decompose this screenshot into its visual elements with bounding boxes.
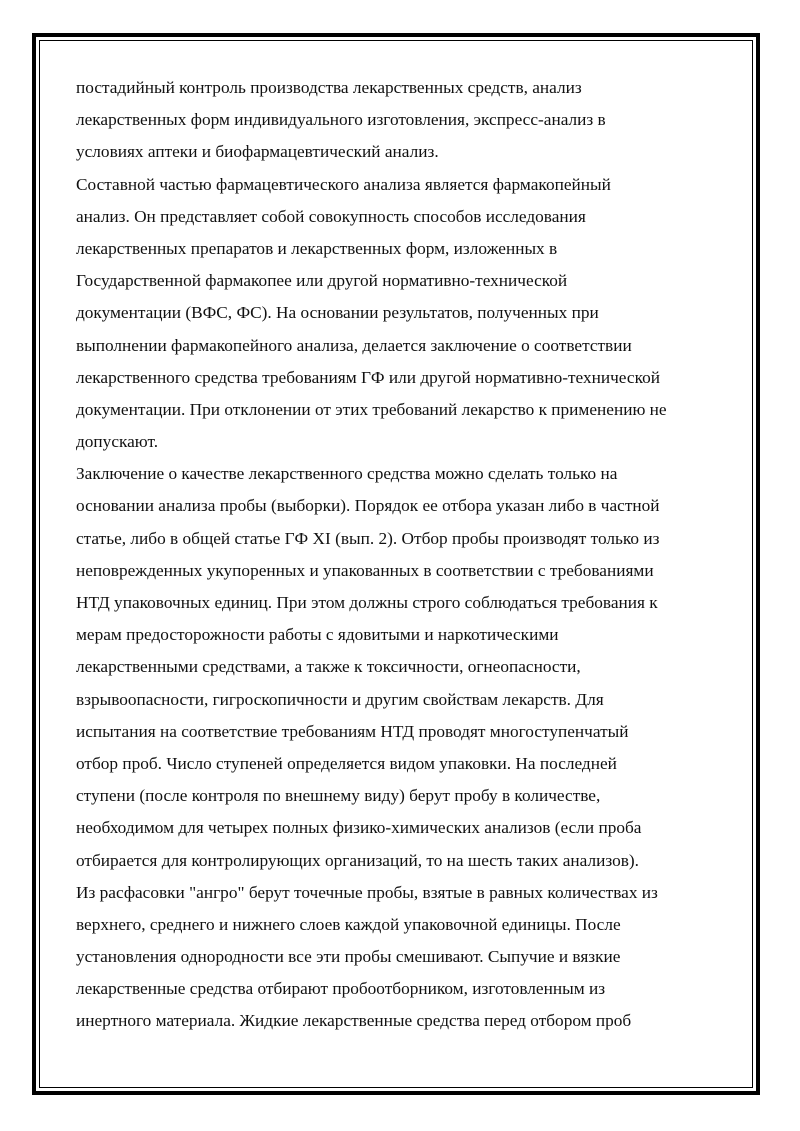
- text-line: отбор проб. Число ступеней определяется видом упаковки. На последней: [76, 753, 617, 773]
- text-line: лекарственных препаратов и лекарственных форм, изложенных в: [76, 238, 558, 258]
- text-line: допускают.: [76, 432, 159, 452]
- text-line: взрывоопасности, гигроскопичности и другим свойствам лекарств. Для: [76, 689, 604, 709]
- paragraph-1: [76, 72, 726, 169]
- text-line: лекарственные средства отбирают пробоотборником, изготовленным из: [76, 979, 606, 999]
- text-line: отбирается для контролирующих организаций, то на шесть таких анализов).: [76, 850, 639, 870]
- text-line: лекарственного средства требованиям ГФ или другой нормативно-технической: [76, 367, 660, 387]
- text-line: Составной частью фармацевтического анализа является фармакопейный: [76, 174, 611, 194]
- text-line: лекарственными средствами, а также к токсичности, огнеопасности,: [76, 657, 581, 677]
- paragraph-2: [76, 169, 726, 459]
- document-body: [76, 72, 726, 1038]
- text-line: статье, либо в общей статье ГФ XI (вып. 2). Отбор пробы производят только из: [76, 528, 660, 548]
- text-line: неповрежденных укупоренных и упакованных в соответствии с требованиями: [76, 560, 654, 580]
- text-line: ступени (после контроля по внешнему виду) берут пробу в количестве,: [76, 786, 601, 806]
- text-line: Государственной фармакопее или другой нормативно-технической: [76, 271, 568, 291]
- text-line: выполнении фармакопейного анализа, делается заключение о соответствии: [76, 335, 632, 355]
- text-line: верхнего, среднего и нижнего слоев каждой упаковочной единицы. После: [76, 914, 621, 934]
- text-line: необходимом для четырех полных физико-химических анализов (если проба: [76, 818, 642, 838]
- paragraph-4: [76, 877, 726, 1038]
- text-line: инертного материала. Жидкие лекарственные средства перед отбором проб: [76, 1011, 632, 1031]
- text-line: документации (ВФС, ФС). На основании результатов, полученных при: [76, 303, 599, 323]
- text-line: лекарственных форм индивидуального изготовления, экспресс-анализ в: [76, 110, 606, 130]
- text-line: мерам предосторожности работы с ядовитыми и наркотическими: [76, 625, 559, 645]
- text-line: анализ. Он представляет собой совокупность способов исследования: [76, 206, 586, 226]
- text-line: НТД упаковочных единиц. При этом должны строго соблюдаться требования к: [76, 593, 658, 612]
- text-line: установления однородности все эти пробы смешивают. Сыпучие и вязкие: [76, 947, 621, 967]
- text-line: Из расфасовки "ангро" берут точечные пробы, взятые в равных количествах из: [76, 882, 658, 902]
- paragraph-3: [76, 458, 726, 876]
- text-line: основании анализа пробы (выборки). Порядок ее отбора указан либо в частной: [76, 496, 660, 516]
- text-line: испытания на соответствие требованиям НТД проводят многоступенчатый: [76, 721, 629, 741]
- text-line: Заключение о качестве лекарственного средства можно сделать только на: [76, 464, 618, 484]
- text-line: постадийный контроль производства лекарственных средств, анализ: [76, 78, 582, 97]
- text-line: условиях аптеки и биофармацевтический анализ.: [76, 142, 439, 162]
- text-line: документации. При отклонении от этих требований лекарство к применению не: [76, 399, 667, 419]
